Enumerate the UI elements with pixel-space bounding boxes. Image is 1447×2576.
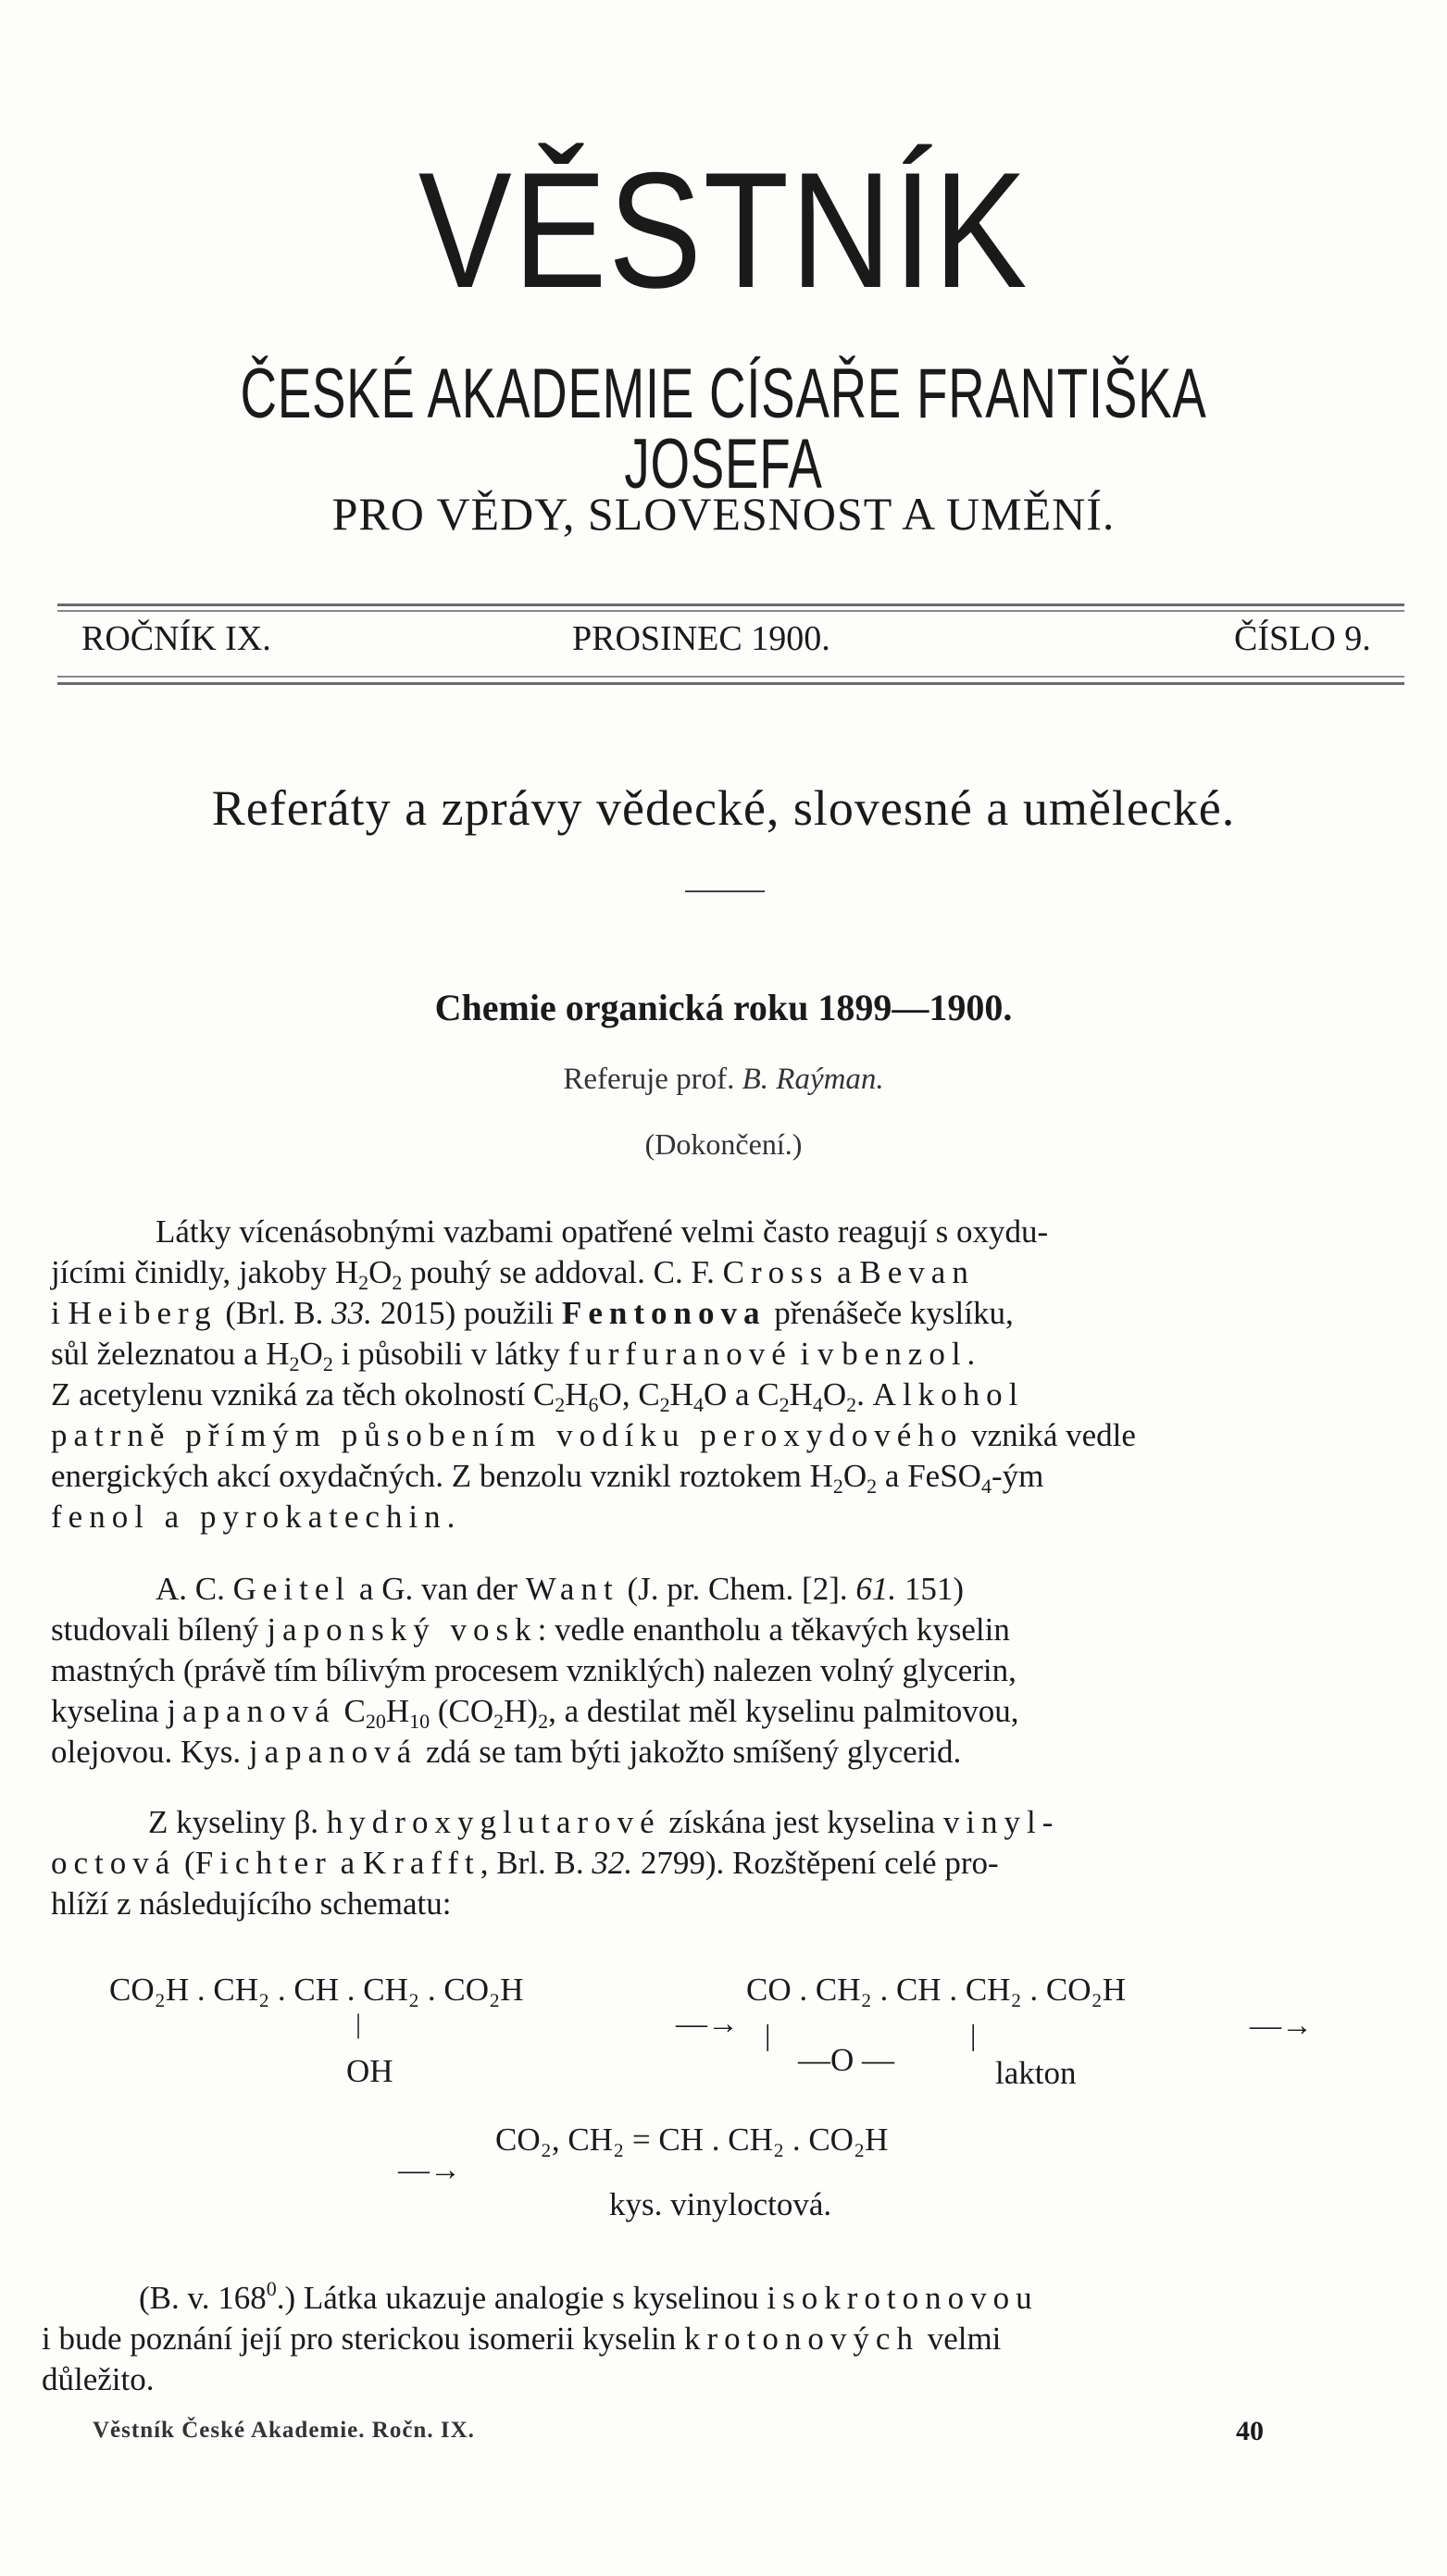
paragraph-1-line: i Heiberg (Brl. B. 33. 2015) použili Fentonova přenášeče kyslíku,: [51, 1295, 1014, 1331]
scheme-product: CO₂, CH₂ = CH . CH₂ . CO₂H: [495, 2122, 889, 2158]
scheme-bond-line: |: [356, 2009, 362, 2039]
masthead-subtitle: ČESKÉ AKADEMIE CÍSAŘE FRANTIŠKA JOSEFA: [240, 355, 1207, 504]
paragraph-4-line: (B. v. $168^0$.) Látka ukazuje analogie s kyselinou isokrotonovou: [139, 2277, 1039, 2316]
issue-date: PROSINEC 1900.: [572, 619, 830, 658]
scheme-reactant: CO₂H . CH₂ . CH . CH₂ . CO₂H: [109, 1972, 524, 2008]
scheme-bond-line: |: [970, 2018, 977, 2051]
separator-dash: [685, 890, 765, 892]
paragraph-4-line: důležito.: [42, 2361, 155, 2397]
paragraph-1-line: patrně přímým působením vodíku peroxydového vzniká vedle: [51, 1417, 1136, 1453]
paragraph-1-line: sůl železnatou a $H_2O_2$ i působili v látky furfuranové i v benzol.: [51, 1336, 982, 1375]
issue-volume: ROČNÍK IX.: [81, 619, 271, 658]
section-heading: Referáty a zprávy vědecké, slovesné a umělecké.: [211, 780, 1236, 836]
paragraph-1-line: energických akcí oxydačných. Z benzolu vznikl roztokem $H_2O_2$ a FeSO$_4$-ým: [51, 1458, 1044, 1498]
divider-rule: [57, 604, 1404, 606]
scheme-product-name: kys. vinyloctová.: [609, 2186, 832, 2222]
paragraph-1-line: jícími činidly, jakoby $H_2O_2$ pouhý se addoval. C. F. Cross a Bevan: [51, 1254, 975, 1294]
paragraph-1-line: Látky vícenásobnými vazbami opatřené velmi často reagují s oxydu-: [156, 1213, 1049, 1250]
scheme-bond-line: |: [765, 2018, 771, 2051]
divider-rule: [57, 676, 1404, 678]
scheme-arrow: —→: [676, 2007, 739, 2041]
paragraph-3-line: hlíží z následujícího schematu:: [51, 1885, 452, 1922]
paragraph-2-line: studovali bílený japonský vosk: vedle enantholu a těkavých kyselin: [51, 1612, 1010, 1648]
issue-line: [81, 618, 1378, 665]
page-number: 40: [1236, 2416, 1264, 2446]
paragraph-2-line: olejovou. Kys. japanová zdá se tam býti jakožto smíšený glycerid.: [51, 1734, 962, 1770]
masthead-title: VĚSTNÍK: [418, 138, 1029, 322]
paragraph-1-line: fenol a pyrokatechin.: [51, 1499, 462, 1535]
masthead-subtitle-2: PRO VĚDY, SLOVESNOST A UMĚNÍ.: [331, 488, 1116, 540]
scheme-lakton-label: lakton: [995, 2055, 1077, 2091]
paragraph-3-line: octová (Fichter a Krafft, Brl. B. 32. 2799). Rozštěpení celé pro-: [51, 1845, 999, 1881]
scheme-lactone: CO . CH₂ . CH . CH₂ . CO₂H: [746, 1972, 1126, 2008]
divider-rule: [57, 682, 1404, 685]
footer-journal: Věstník České Akademie. Ročn. IX.: [93, 2418, 475, 2443]
scheme-bridge: —O —: [798, 2042, 895, 2078]
scheme-reactant-oh: OH: [346, 2053, 393, 2089]
article-continuation: (Dokončení.): [644, 1127, 803, 1161]
paragraph-4-line: i bude poznání její pro sterickou isomerii kyselin krotonových velmi: [42, 2321, 1002, 2357]
article-title: Chemie organická roku 1899—1900.: [434, 987, 1013, 1028]
paragraph-2-line: kyselina japanová $C_{20}H_{10}$ $(CO_2H)_2$, a destilat měl kyselinu palmitovou,: [51, 1693, 1019, 1733]
issue-number: ČÍSLO 9.: [1234, 619, 1371, 658]
paragraph-2-line: A. C. Geitel a G. van der Want (J. pr. Chem. [2]. 61. 151): [156, 1571, 965, 1607]
divider-rule: [57, 610, 1404, 612]
scheme-arrow: —→: [1250, 2009, 1313, 2043]
paragraph-3-line: Z kyseliny β. hydroxyglutarové získána jest kyselina vinyl-: [148, 1804, 1060, 1840]
scheme-arrow: —→: [398, 2153, 461, 2187]
paragraph-1-line: Z acetylenu vzniká za těch okolností $C_2H_6O$, $C_2H_4O$ a $C_2H_4O_2$. Alkohol: [51, 1376, 1025, 1416]
article-author: Referuje prof. B. Raýman.: [563, 1063, 884, 1096]
paragraph-2-line: mastných (právě tím bílivým procesem vzniklých) nalezen volný glycerin,: [51, 1652, 1017, 1688]
